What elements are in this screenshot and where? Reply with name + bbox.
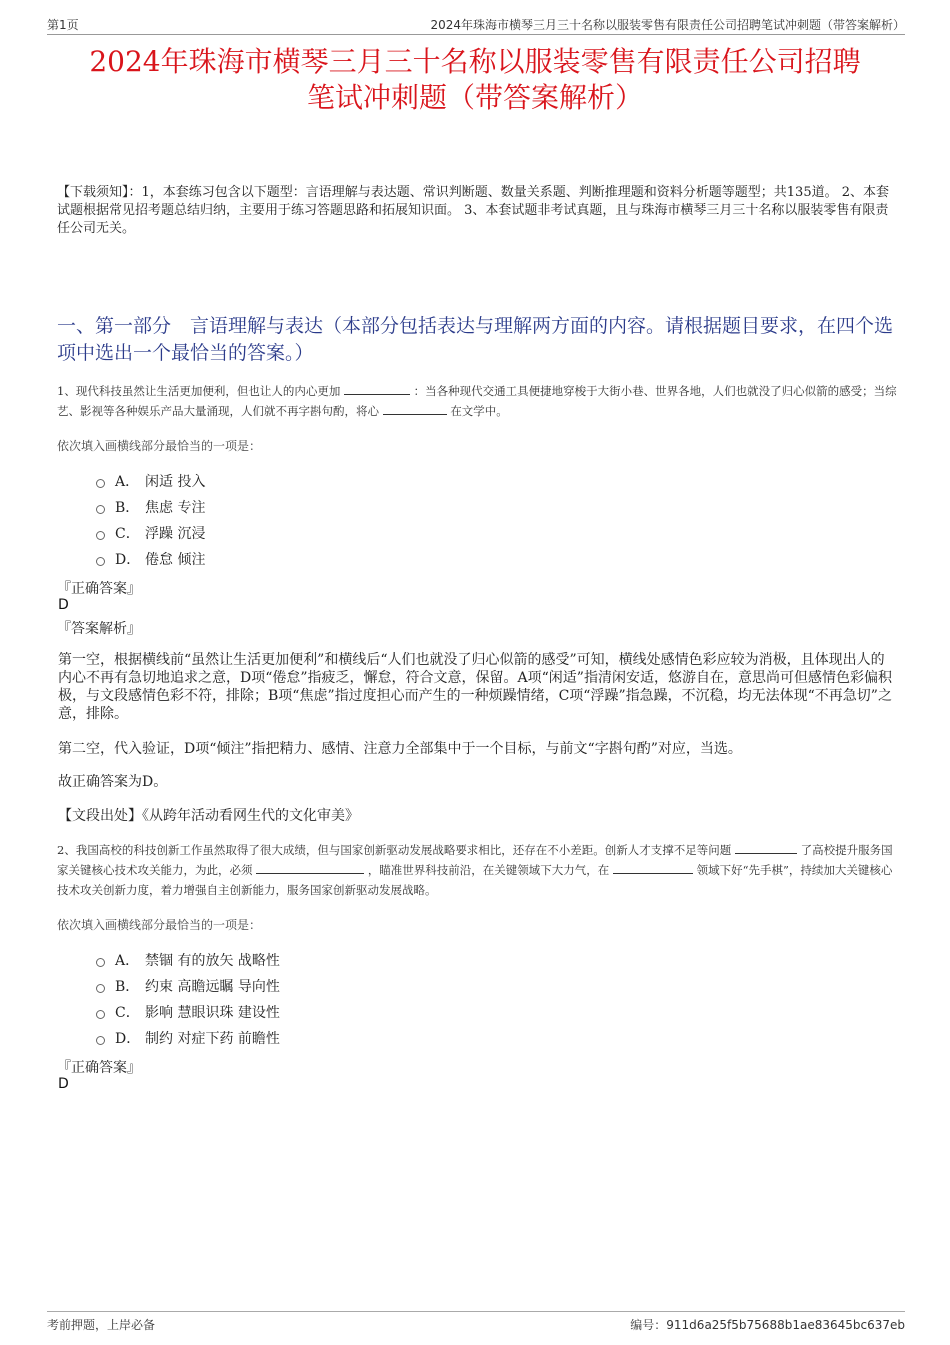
radio-icon[interactable]: [96, 1010, 105, 1019]
page-footer: [47, 1311, 905, 1334]
analysis-paragraph-1: 第一空，根据横线前“虽然让生活更加便利”和横线后“人们也就没了归心似箭的感受”可知，横线处感情色彩应较为消极，且体现出人的内心不再有急切地追求之意，D项“倦怠”指疲乏，懈怠，符合文意，保留。A项“闲适”指清闲安适，悠游自在，意思尚可但感情色彩偏积极，与文段感情色彩不符，排除；B项“焦虑”指过度担心而产生的一种烦躁情绪，C项“浮躁”指急躁，不沉稳，均无法体现“不再急切”之意，排除。: [58, 652, 892, 722]
document-title: [40, 44, 910, 116]
blank-line: [735, 841, 797, 854]
question-1-stem-a: 1、现代科技虽然让生活更加便利，但也让人的内心更加: [57, 384, 341, 398]
page-number: 第1页: [47, 18, 79, 32]
passage-source: 【文段出处】《从跨年活动看网生代的文化审美》: [58, 808, 359, 824]
page-header: [47, 14, 905, 35]
question-2-stem-d: 领域下好“先手棋”，持续加大关键核心技术攻关创新力度，着力增强自主创新能力，服务国家创新驱动发展战略。: [57, 863, 893, 897]
option-c[interactable]: [96, 999, 280, 1025]
header-doc-title: 2024年珠海市横琴三月三十名称以服装零售有限责任公司招聘笔试冲刺题（带答案解析）: [430, 18, 905, 32]
option-d[interactable]: [96, 1025, 280, 1051]
option-text: 浮躁 沉浸: [145, 526, 206, 542]
radio-icon[interactable]: [96, 984, 105, 993]
option-text: 禁锢 有的放矢 战略性: [145, 953, 280, 969]
option-d[interactable]: [96, 546, 205, 572]
option-text: 影响 慧眼识珠 建设性: [145, 1005, 280, 1021]
option-b[interactable]: [96, 973, 280, 999]
option-letter: D．: [115, 1031, 141, 1047]
blank-line: [344, 382, 410, 395]
radio-icon[interactable]: [96, 1036, 105, 1045]
analysis-paragraph-2: 第二空，代入验证，D项“倾注”指把精力、感情、注意力全部集中于一个目标，与前文“字斟句酌”对应，当选。: [58, 741, 742, 757]
correct-answer: D: [58, 597, 69, 613]
question-2-stem-a: 2、我国高校的科技创新工作虽然取得了很大成绩，但与国家创新驱动发展战略要求相比，还存在不小差距。创新人才支撑不足等问题: [57, 843, 732, 857]
option-text: 制约 对症下药 前瞻性: [145, 1031, 280, 1047]
radio-icon[interactable]: [96, 531, 105, 540]
analysis-paragraph-3: 故正确答案为D。: [58, 774, 168, 790]
question-1-stem-b: ：当各种现代交通工具便捷地穿梭于大街小巷、世界各地，人们也就没了归心似箭的感受；当综艺、影视等各种娱乐产品大量涌现，人们就不再字斟句酌，将心: [57, 384, 897, 418]
correct-answer: D: [58, 1076, 69, 1092]
option-letter: B．: [115, 500, 140, 516]
question-1-stem: [57, 381, 898, 421]
question-2-stem-b: 了高校提升服务国家关键核心技术攻关能力，为此，必须: [57, 843, 893, 877]
footer-serial: 编号：911d6a25f5b75688b1ae83645bc637eb: [630, 1318, 905, 1332]
footer-slogan: 考前押题，上岸必备: [47, 1318, 156, 1332]
option-a[interactable]: [96, 947, 280, 973]
analysis-label: 『答案解析』: [57, 621, 141, 637]
option-letter: C．: [115, 526, 140, 542]
question-2-stem: [57, 840, 898, 900]
blank-line: [613, 861, 693, 874]
question-1-stem-c: 在文学中。: [450, 404, 508, 418]
question-2-options: [96, 947, 280, 1051]
question-2-stem-c: ，瞄准世界科技前沿，在关键领域下大力气，在: [367, 863, 610, 877]
blank-line: [383, 402, 447, 415]
option-text: 闲适 投入: [145, 474, 206, 490]
question-1-prompt: 依次填入画横线部分最恰当的一项是：: [57, 439, 262, 453]
question-1-options: [96, 468, 205, 572]
correct-answer-label: 『正确答案』: [57, 1060, 141, 1076]
option-letter: D．: [115, 552, 141, 568]
option-letter: C．: [115, 1005, 140, 1021]
option-c[interactable]: [96, 520, 205, 546]
radio-icon[interactable]: [96, 557, 105, 566]
download-notice: 【下载须知】：1，本套练习包含以下题型：言语理解与表达题、常识判断题、数量关系题、判断推理题和资料分析题等题型；共135道。 2、本套试题根据常见招考题总结归纳，主要用于练习答题思路和拓展知识面。 3、本套试题非考试真题，且与珠海市横琴三月三十名称以服装零售有限责任公司无关。: [57, 185, 889, 236]
option-text: 约束 高瞻远瞩 导向性: [145, 979, 280, 995]
option-letter: B．: [115, 979, 140, 995]
question-2-prompt: 依次填入画横线部分最恰当的一项是：: [57, 918, 262, 932]
option-text: 焦虑 专注: [145, 500, 206, 516]
title-line-1: 2024年珠海市横琴三月三十名称以服装零售有限责任公司招聘: [89, 45, 861, 78]
title-line-2: 笔试冲刺题（带答案解析）: [306, 81, 643, 114]
radio-icon[interactable]: [96, 505, 105, 514]
option-a[interactable]: [96, 468, 205, 494]
option-text: 倦怠 倾注: [145, 552, 206, 568]
option-letter: A．: [115, 953, 140, 969]
radio-icon[interactable]: [96, 958, 105, 967]
section-title: 一、第一部分 言语理解与表达（本部分包括表达与理解两方面的内容。请根据题目要求，在四个选项中选出一个最恰当的答案。）: [57, 315, 894, 364]
radio-icon[interactable]: [96, 479, 105, 488]
option-b[interactable]: [96, 494, 205, 520]
option-letter: A．: [115, 474, 140, 490]
blank-line: [256, 861, 364, 874]
correct-answer-label: 『正确答案』: [57, 581, 141, 597]
